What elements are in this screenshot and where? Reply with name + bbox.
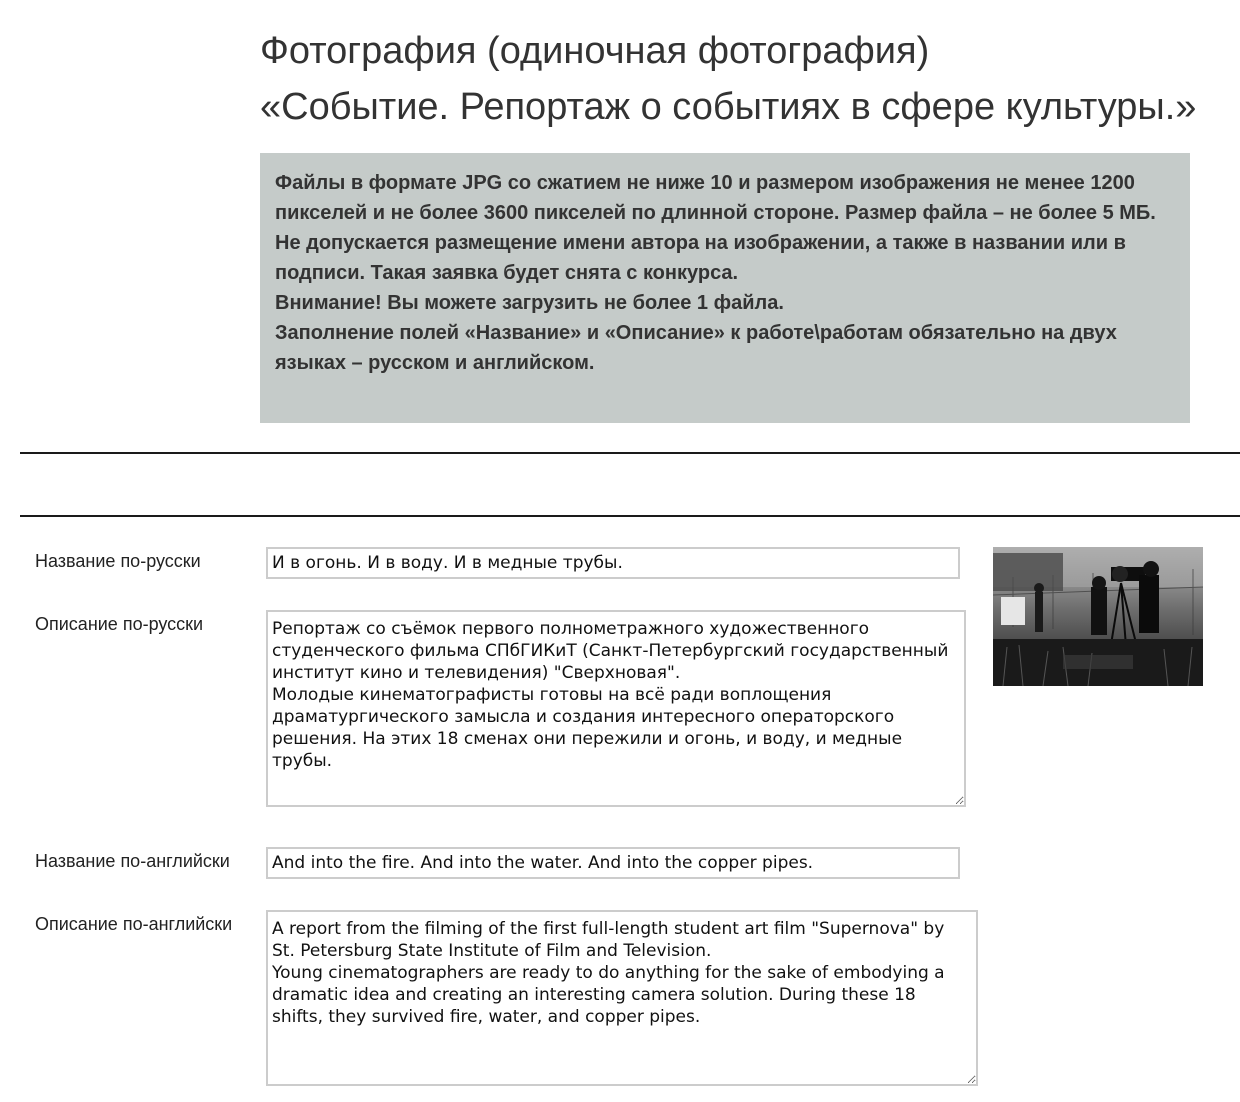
description-en-textarea[interactable] <box>266 910 978 1086</box>
notice-author-name: Не допускается размещение имени автора на изображении, а также в названии или в подписи. Такая заявка будет снята с конкурса. <box>275 232 1126 284</box>
page-title: Фотография (одиночная фотография) <box>260 30 930 72</box>
title-ru-input[interactable] <box>266 547 960 579</box>
description-en-label: Описание по-английски <box>35 914 233 934</box>
title-ru-label: Название по-русски <box>35 551 201 571</box>
uploaded-photo-thumbnail[interactable] <box>993 547 1203 686</box>
description-ru-label: Описание по-русски <box>35 614 204 634</box>
description-ru-textarea[interactable] <box>266 610 966 807</box>
title-en-label: Название по-английски <box>35 851 230 871</box>
category-title: «Событие. Репортаж о событиях в сфере культуры.» <box>260 86 1197 128</box>
divider <box>20 515 1240 517</box>
divider <box>20 452 1240 454</box>
notice-file-limit: Внимание! Вы можете загрузить не более 1 файла. <box>275 292 784 314</box>
title-en-input[interactable] <box>266 847 960 879</box>
notice-file-format: Файлы в формате JPG со сжатием не ниже 10 и размером изображения не менее 1200 пикселей и не более 3600 пикселей по длинной стороне. Размер файла – не более 5 МБ. <box>275 172 1156 224</box>
notice-bilingual-fields: Заполнение полей «Название» и «Описание» к работе\работам обязательно на двух языках – русском и английском. <box>275 322 1117 374</box>
photo-thumbnail-image <box>993 547 1203 686</box>
requirements-notice <box>260 153 1190 423</box>
